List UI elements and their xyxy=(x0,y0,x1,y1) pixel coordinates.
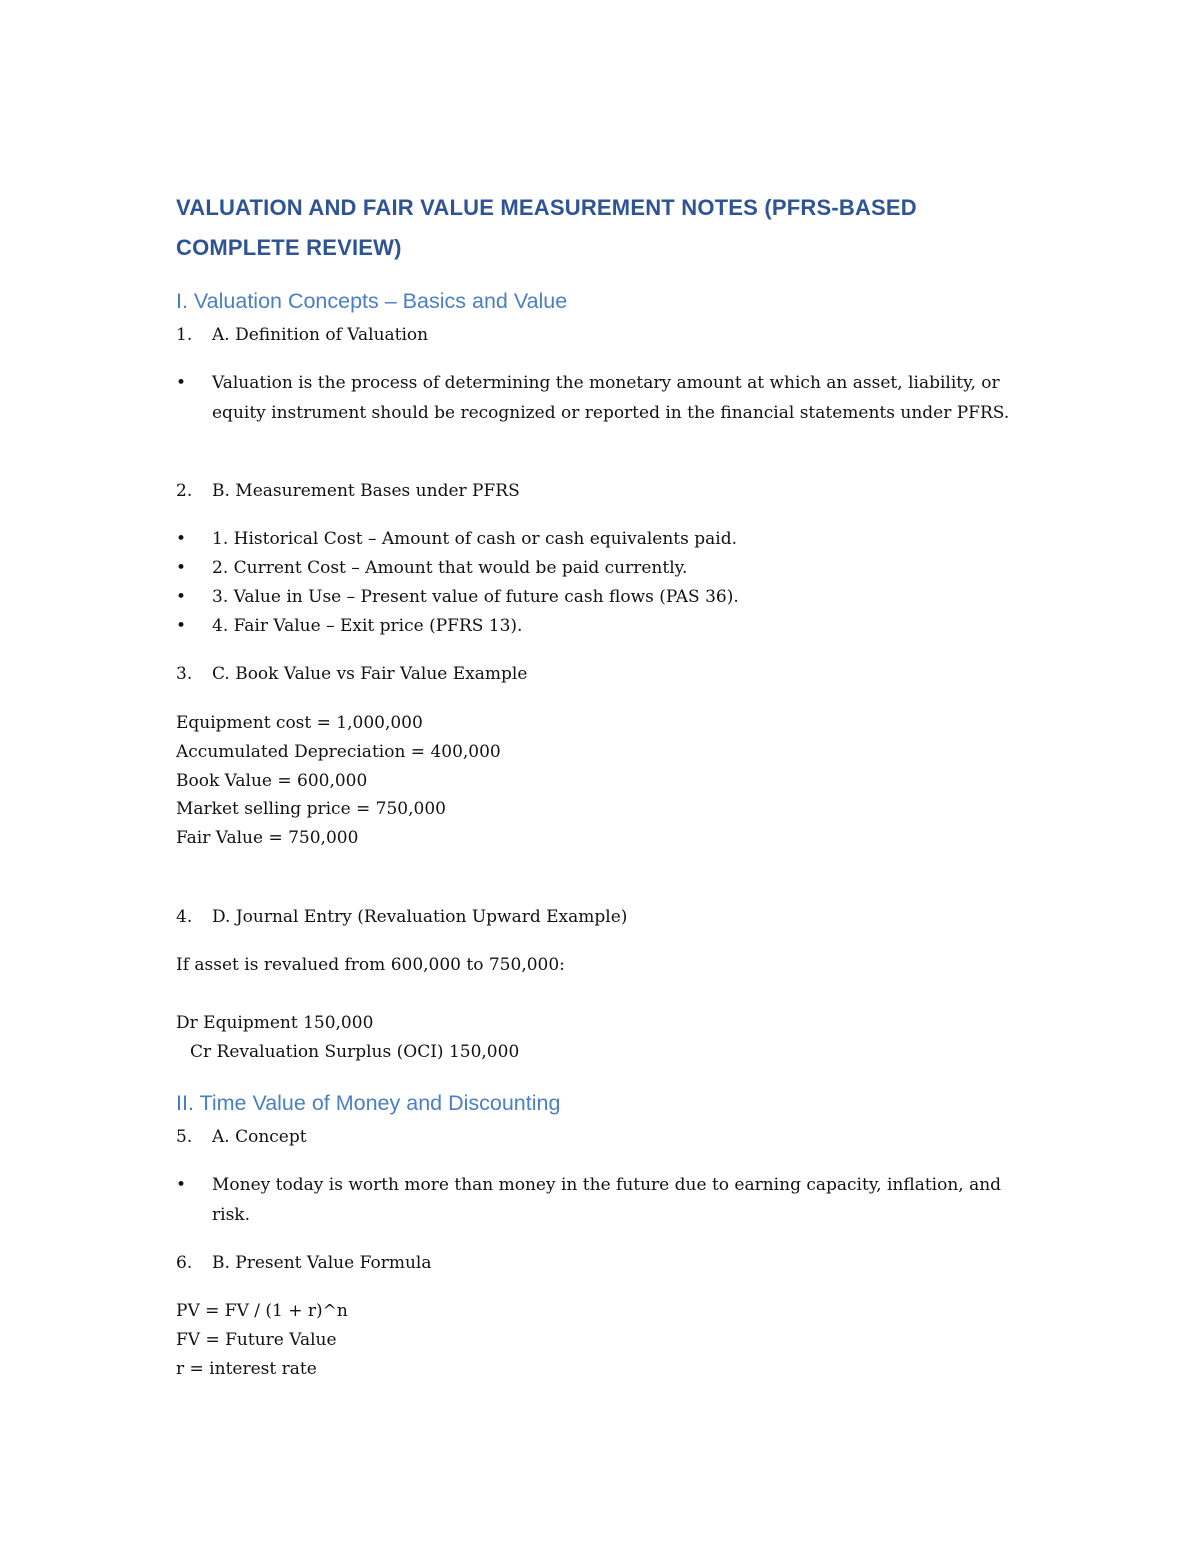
formula-line: FV = Future Value xyxy=(176,1330,337,1350)
formula-line: r = interest rate xyxy=(176,1359,317,1379)
bullet-text: 2. Current Cost – Amount that would be paid currently. xyxy=(212,558,688,578)
list-number: 5. xyxy=(176,1127,193,1147)
title-line-1: VALUATION AND FAIR VALUE MEASUREMENT NOTES (PFRS-BASED xyxy=(176,195,917,220)
section-heading-time-value: II. Time Value of Money and Discounting xyxy=(176,1091,561,1115)
document-title xyxy=(176,188,996,268)
bullet-text: 3. Value in Use – Present value of future cash flows (PAS 36). xyxy=(212,587,739,607)
bullet-text: Valuation is the process of determining the monetary amount at which an asset, liability, or equity instrument should be recognized or reported in the financial statements under PFRS. xyxy=(212,373,1010,423)
list-number: 3. xyxy=(176,664,193,684)
revaluation-statement: If asset is revalued from 600,000 to 750,000: xyxy=(176,955,565,975)
journal-debit-line: Dr Equipment 150,000 xyxy=(176,1013,374,1033)
bullet-item xyxy=(176,554,1036,584)
formula-line: PV = FV / (1 + r)^n xyxy=(176,1301,348,1321)
list-item-text: A. Definition of Valuation xyxy=(212,325,429,345)
bullet-item xyxy=(176,1171,1036,1230)
bullet-marker: • xyxy=(176,529,187,549)
bullet-marker: • xyxy=(176,587,187,607)
title-line-2: COMPLETE REVIEW) xyxy=(176,235,402,260)
bullet-text: Money today is worth more than money in the future due to earning capacity, inflation, and risk. xyxy=(212,1175,1002,1225)
list-item-text: B. Measurement Bases under PFRS xyxy=(212,481,520,501)
example-line: Accumulated Depreciation = 400,000 xyxy=(176,742,501,762)
section-heading-valuation-concepts: I. Valuation Concepts – Basics and Value xyxy=(176,289,568,313)
list-number: 4. xyxy=(176,907,193,927)
bullet-item xyxy=(176,583,1036,613)
list-number: 2. xyxy=(176,481,193,501)
example-line: Equipment cost = 1,000,000 xyxy=(176,713,423,733)
bullet-text: 4. Fair Value – Exit price (PFRS 13). xyxy=(212,616,523,636)
example-line: Fair Value = 750,000 xyxy=(176,828,359,848)
bullet-marker: • xyxy=(176,558,187,578)
bullet-marker: • xyxy=(176,373,187,393)
list-number: 6. xyxy=(176,1253,193,1273)
bullet-item xyxy=(176,525,1036,555)
example-line: Book Value = 600,000 xyxy=(176,771,368,791)
bullet-item xyxy=(176,612,1036,642)
bullet-marker: • xyxy=(176,616,187,636)
list-number: 1. xyxy=(176,325,193,345)
example-line: Market selling price = 750,000 xyxy=(176,799,446,819)
bullet-item xyxy=(176,369,1036,428)
list-item-text: A. Concept xyxy=(212,1127,307,1147)
list-item-text: B. Present Value Formula xyxy=(212,1253,432,1273)
list-item-text: D. Journal Entry (Revaluation Upward Example) xyxy=(212,907,628,927)
bullet-marker: • xyxy=(176,1175,187,1195)
list-item-text: C. Book Value vs Fair Value Example xyxy=(212,664,528,684)
journal-credit-line: Cr Revaluation Surplus (OCI) 150,000 xyxy=(190,1042,520,1062)
bullet-text: 1. Historical Cost – Amount of cash or cash equivalents paid. xyxy=(212,529,737,549)
